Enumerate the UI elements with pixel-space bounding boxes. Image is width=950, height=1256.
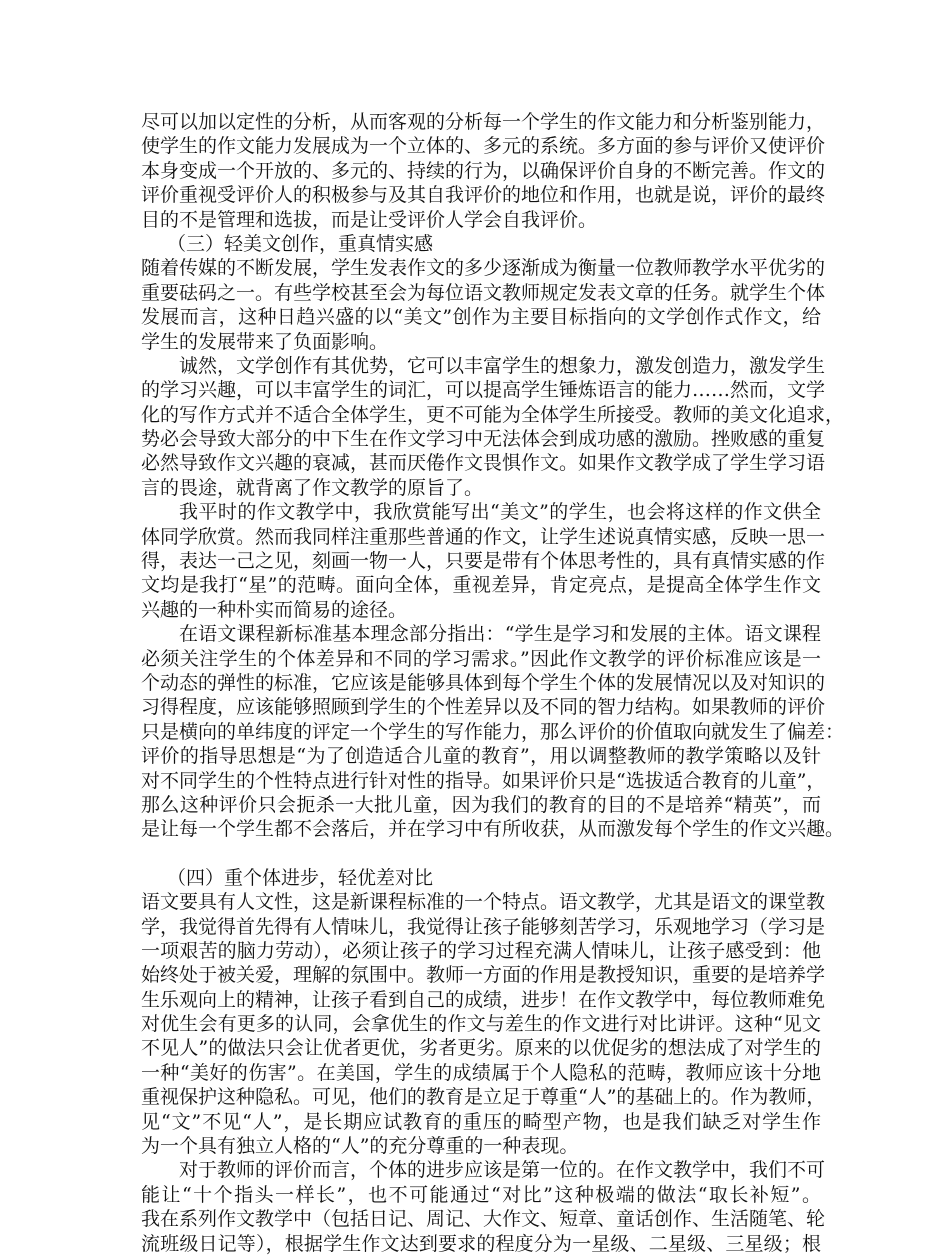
text-line: 只是横向的单纬度的评定一个学生的写作能力，那么评价的价值取向就发生了偏差： bbox=[141, 720, 845, 743]
text-line: 能让“十个指头一样长”，也不可能通过“对比”这种极端的做法“取长补短”。 bbox=[141, 1183, 821, 1206]
text-line: 化的写作方式并不适合全体学生，更不可能为全体学生所接受。教师的美文化追求， bbox=[141, 403, 845, 426]
paragraph-gap bbox=[141, 842, 821, 866]
text-line: 言的畏途，就背离了作文教学的原旨了。 bbox=[141, 476, 484, 499]
text-line: 我在系列作文教学中（包括日记、周记、大作文、短章、童话创作、生活随笔、轮 bbox=[141, 1208, 826, 1231]
text-line: 评价重视受评价人的积极参与及其自我评价的地位和作用，也就是说，评价的最终 bbox=[141, 184, 826, 207]
paragraph bbox=[141, 500, 826, 622]
paragraph bbox=[141, 622, 845, 842]
text-line: 重要砝码之一。有些学校甚至会为每位语文教师规定发表文章的任务。就学生个体 bbox=[141, 281, 826, 304]
text-line: 兴趣的一种朴实而简易的途径。 bbox=[141, 598, 408, 621]
text-line: 尽可以加以定性的分析，从而客观的分析每一个学生的作文能力和分析鉴别能力， bbox=[141, 111, 826, 133]
text-line: 随着传媒的不断发展，学生发表作文的多少逐渐成为衡量一位教师教学水平优劣的 bbox=[141, 257, 826, 280]
text-line: 是让每一个学生都不会落后，并在学习中有所收获，从而激发每个学生的作文兴趣。 bbox=[141, 818, 845, 841]
text-line: 发展而言，这种日趋兴盛的以“美文”创作为主要目标指向的文学创作式作文，给 bbox=[141, 306, 821, 329]
text-line: 使学生的作文能力发展成为一个立体的、多元的系统。多方面的参与评价又使评价 bbox=[141, 135, 826, 158]
text-line: 得，表达一己之见，刻画一物一人，只要是带有个体思考性的，具有真情实感的作 bbox=[141, 550, 826, 573]
section-heading: （三）轻美文创作，重真情实感 bbox=[167, 232, 434, 255]
text-line: 的学习兴趣，可以丰富学生的词汇，可以提高学生锤炼语言的能力……然而，文学 bbox=[141, 379, 826, 402]
text-line: 重视保护这种隐私。可见，他们的教育是立足于尊重“人”的基础上的。作为教师， bbox=[141, 1086, 826, 1109]
text-line: 评价的指导思想是“为了创造适合儿童的教育”，用以调整教师的教学策略以及针 bbox=[141, 745, 821, 768]
text-line: 必须关注学生的个体差异和不同的学习需求。”因此作文教学的评价标准应该是一 bbox=[141, 647, 821, 670]
document-page bbox=[141, 110, 845, 1256]
text-line: 对不同学生的个性特点进行针对性的指导。如果评价只是“选拔适合教育的儿童”， bbox=[141, 769, 826, 792]
text-line: 文均是我打“星”的范畴。面向全体，重视差异，肯定亮点，是提高全体学生作文 bbox=[141, 574, 821, 597]
text-line: 我平时的作文教学中，我欣赏能写出“美文”的学生，也会将这样的作文供全 bbox=[179, 501, 821, 524]
paragraph bbox=[141, 1158, 826, 1256]
text-line: 必然导致作文兴趣的衰减，甚而厌倦作文畏惧作文。如果作文教学成了学生学习语 bbox=[141, 452, 826, 475]
text-line: 对于教师的评价而言，个体的进步应该是第一位的。在作文教学中，我们不可 bbox=[179, 1159, 826, 1182]
text-line: 个动态的弹性的标准，它应该是能够具体到每个学生个体的发展情况以及对知识的 bbox=[141, 671, 826, 694]
text-line: 不见人”的做法只会让优者更优，劣者更劣。原来的以优促劣的想法成了对学生的 bbox=[141, 1037, 821, 1060]
text-line: 生乐观向上的精神，让孩子看到自己的成绩，进步！在作文教学中，每位教师难免 bbox=[141, 988, 826, 1011]
paragraph bbox=[141, 110, 826, 232]
text-line: 目的不是管理和选拔，而是让受评价人学会自我评价。 bbox=[141, 208, 598, 231]
text-line: 体同学欣赏。然而我同样注重那些普通的作文，让学生述说真情实感，反映一思一 bbox=[141, 525, 826, 548]
section-heading: （四）重个体进步，轻优差对比 bbox=[167, 866, 434, 889]
paragraph bbox=[141, 256, 826, 354]
text-line: 流班级日记等），根据学生作文达到要求的程度分为一星级、二星级、三星级；根 bbox=[141, 1232, 821, 1255]
text-line: 习得程度，应该能够照顾到学生的个性差异以及不同的智力结构。如果教师的评价 bbox=[141, 696, 826, 719]
text-line: 诚然，文学创作有其优势，它可以丰富学生的想象力，激发创造力，激发学生 bbox=[179, 354, 826, 377]
text-line: 为一个具有独立人格的“人”的充分尊重的一种表现。 bbox=[141, 1135, 579, 1158]
paragraph bbox=[141, 354, 845, 500]
text-line: 在语文课程新标准基本理念部分指出：“学生是学习和发展的主体。语文课程 bbox=[179, 623, 821, 646]
text-line: 见“文”不见“人”，是长期应试教育的重压的畸型产物，也是我们缺乏对学生作 bbox=[141, 1110, 821, 1133]
text-line: 对优生会有更多的认同，会拿优生的作文与差生的作文进行对比讲评。这种“见文 bbox=[141, 1013, 821, 1036]
text-line: 本身变成一个开放的、多元的、持续的行为，以确保评价自身的不断完善。作文的 bbox=[141, 159, 826, 182]
text-line: 始终处于被关爱，理解的氛围中。教师一方面的作用是教授知识，重要的是培养学 bbox=[141, 964, 826, 987]
paragraph bbox=[141, 890, 826, 1158]
text-line: 学，我觉得首先得有人情味儿，我觉得让孩子能够刻苦学习，乐观地学习（学习是 bbox=[141, 915, 826, 938]
text-line: 那么这种评价只会扼杀一大批儿童，因为我们的教育的目的不是培养“精英”，而 bbox=[141, 793, 821, 816]
text-line: 一种“美好的伤害”。在美国，学生的成绩属于个人隐私的范畴，教师应该十分地 bbox=[141, 1061, 821, 1084]
text-line: 语文要具有人文性，这是新课程标准的一个特点。语文教学，尤其是语文的课堂教 bbox=[141, 891, 826, 914]
text-line: 一项艰苦的脑力劳动），必须让孩子的学习过程充满人情味儿，让孩子感受到：他 bbox=[141, 939, 821, 962]
text-line: 学生的发展带来了负面影响。 bbox=[141, 330, 389, 353]
text-line: 势必会导致大部分的中下生在作文学习中无法体会到成功感的激励。挫败感的重复 bbox=[141, 428, 826, 451]
